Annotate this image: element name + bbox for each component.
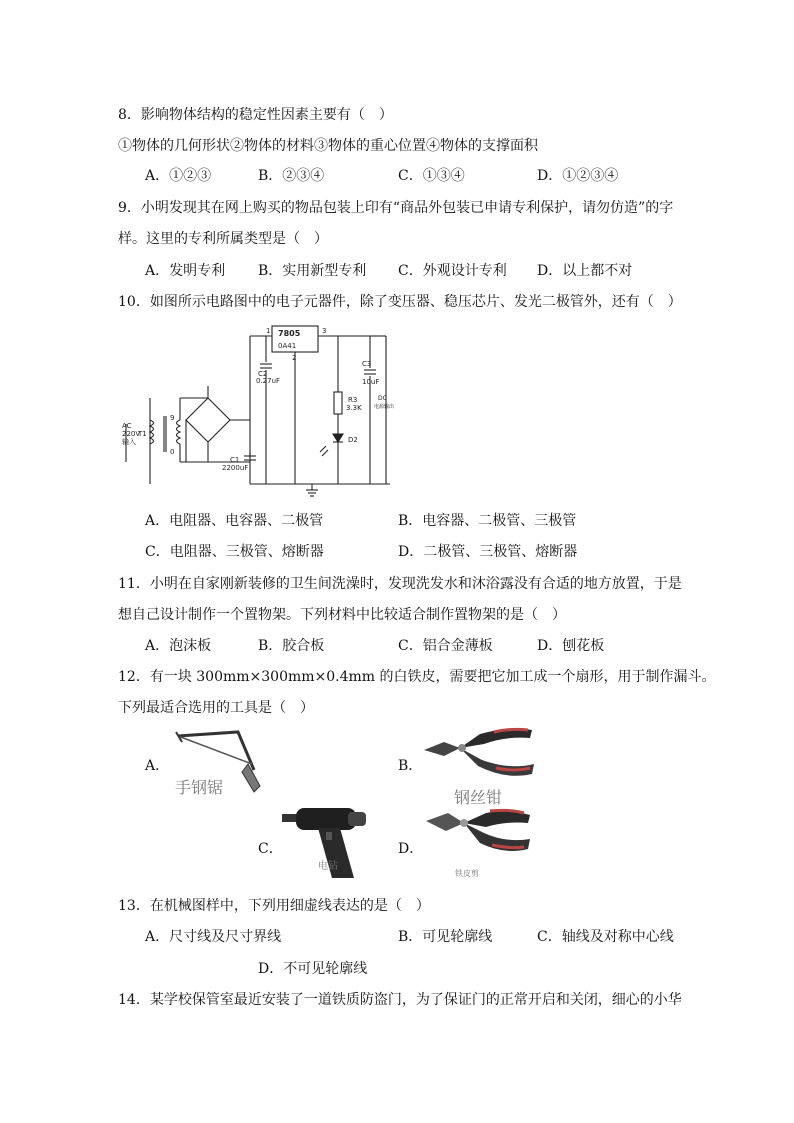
chip-pin1: 1: [266, 327, 271, 335]
q12-option-d: D．: [398, 841, 424, 857]
hacksaw-label: 手钢锯: [175, 778, 224, 797]
c3-label: C3: [362, 360, 372, 368]
q8-option-c: C．①③④: [398, 168, 465, 184]
q8-option-d: D．①②③④: [537, 168, 619, 184]
q10-option-b: B．电容器、二极管、三极管: [398, 513, 577, 529]
circuit-diagram: [120, 322, 400, 498]
q12-option-a: A．: [145, 758, 170, 774]
ac-label-1: AC: [122, 422, 132, 430]
drill-label: 电钻: [318, 861, 338, 872]
t1-label: T1: [138, 430, 147, 438]
snips-image: [420, 803, 535, 873]
q8-option-a: A．①②③: [145, 168, 212, 184]
c1-label: C1: [230, 456, 240, 464]
sec-bottom-label: 0: [170, 448, 175, 456]
q8-option-b: B．②③④: [258, 168, 325, 184]
q13-option-a: A．尺寸线及尺寸界线: [145, 929, 282, 945]
c2-label: C2: [258, 370, 268, 378]
q12-stem-line2: 下列最适合选用的工具是（ ）: [118, 700, 314, 716]
q9-option-a: A．发明专利: [145, 263, 226, 279]
q13-option-b: B．可见轮廓线: [398, 929, 493, 945]
chip-pin2: 2: [292, 354, 297, 362]
q9-option-b: B．实用新型专利: [258, 263, 367, 279]
q12-stem-line1: 12．有一块 300mm×300mm×0.4mm 的白铁皮，需要把它加工成一个扇形，用于制作漏斗。: [118, 669, 716, 685]
q9-stem-line2: 样。这里的专利所属类型是（ ）: [118, 231, 328, 247]
q10-option-d: D．二极管、三极管、熔断器: [398, 544, 578, 560]
chip-pin3: 3: [322, 327, 327, 335]
q13-stem: 13．在机械图样中，下列用细虚线表达的是（ ）: [118, 898, 430, 914]
q14-stem: 14．某学校保管室最近安装了一道铁质防盗门，为了保证门的正常开启和关闭，细心的小华: [118, 992, 682, 1008]
q11-option-c: C．铝合金薄板: [398, 638, 493, 654]
c2-value: 0.27uF: [256, 377, 281, 385]
c1-value: 2200uF: [222, 464, 249, 472]
ac-label-3: 输入: [122, 438, 136, 446]
q13-option-d: D．不可见轮廓线: [258, 961, 368, 977]
pliers-image: [420, 722, 540, 786]
pliers-label: 钢丝钳: [454, 788, 503, 807]
q9-option-d: D．以上都不对: [537, 263, 633, 279]
q12-option-c: C．: [258, 841, 283, 857]
r3-value: 3.3K: [346, 404, 362, 412]
c3-value: 10uF: [362, 378, 380, 386]
q10-option-c: C．电阻器、三极管、熔断器: [145, 544, 324, 560]
ac-label-2: 220V: [122, 430, 141, 438]
q9-stem-line1: 9．小明发现其在网上购买的物品包装上印有“商品外包装已申请专利保护，请勿仿造”的字: [118, 200, 674, 216]
chip-sub: 0A41: [278, 342, 297, 350]
chip-name: 7805: [278, 329, 301, 338]
q10-stem: 10．如图所示电路图中的电子元器件，除了变压器、稳压芯片、发光二极管外，还有（ ）: [118, 294, 682, 310]
q13-option-c: C．轴线及对称中心线: [537, 929, 674, 945]
q8-stem: 8．影响物体结构的稳定性因素主要有（ ）: [118, 107, 393, 123]
q11-stem-line2: 想自己设计制作一个置物架。下列材料中比较适合制作置物架的是（ ）: [118, 607, 566, 623]
r3-label: R3: [348, 396, 358, 404]
dc-label-2: 电源输出: [374, 404, 395, 410]
sec-top-label: 9: [170, 414, 175, 422]
q10-option-a: A．电阻器、电容器、二极管: [145, 513, 324, 529]
d2-label: D2: [348, 436, 358, 444]
dc-label-1: DC: [378, 395, 387, 402]
q11-option-a: A．泡沫板: [145, 638, 212, 654]
q12-option-b: B．: [398, 758, 423, 774]
snips-label: 铁皮剪: [455, 869, 479, 878]
q11-option-b: B．胶合板: [258, 638, 325, 654]
q8-factors: ①物体的几何形状②物体的材料③物体的重心位置④物体的支撑面积: [118, 138, 538, 154]
q11-stem-line1: 11．小明在自家刚新装修的卫生间洗澡时，发现洗发水和沐浴露没有合适的地方放置，于是: [118, 576, 682, 592]
q9-option-c: C．外观设计专利: [398, 263, 507, 279]
q11-option-d: D．刨花板: [537, 638, 605, 654]
